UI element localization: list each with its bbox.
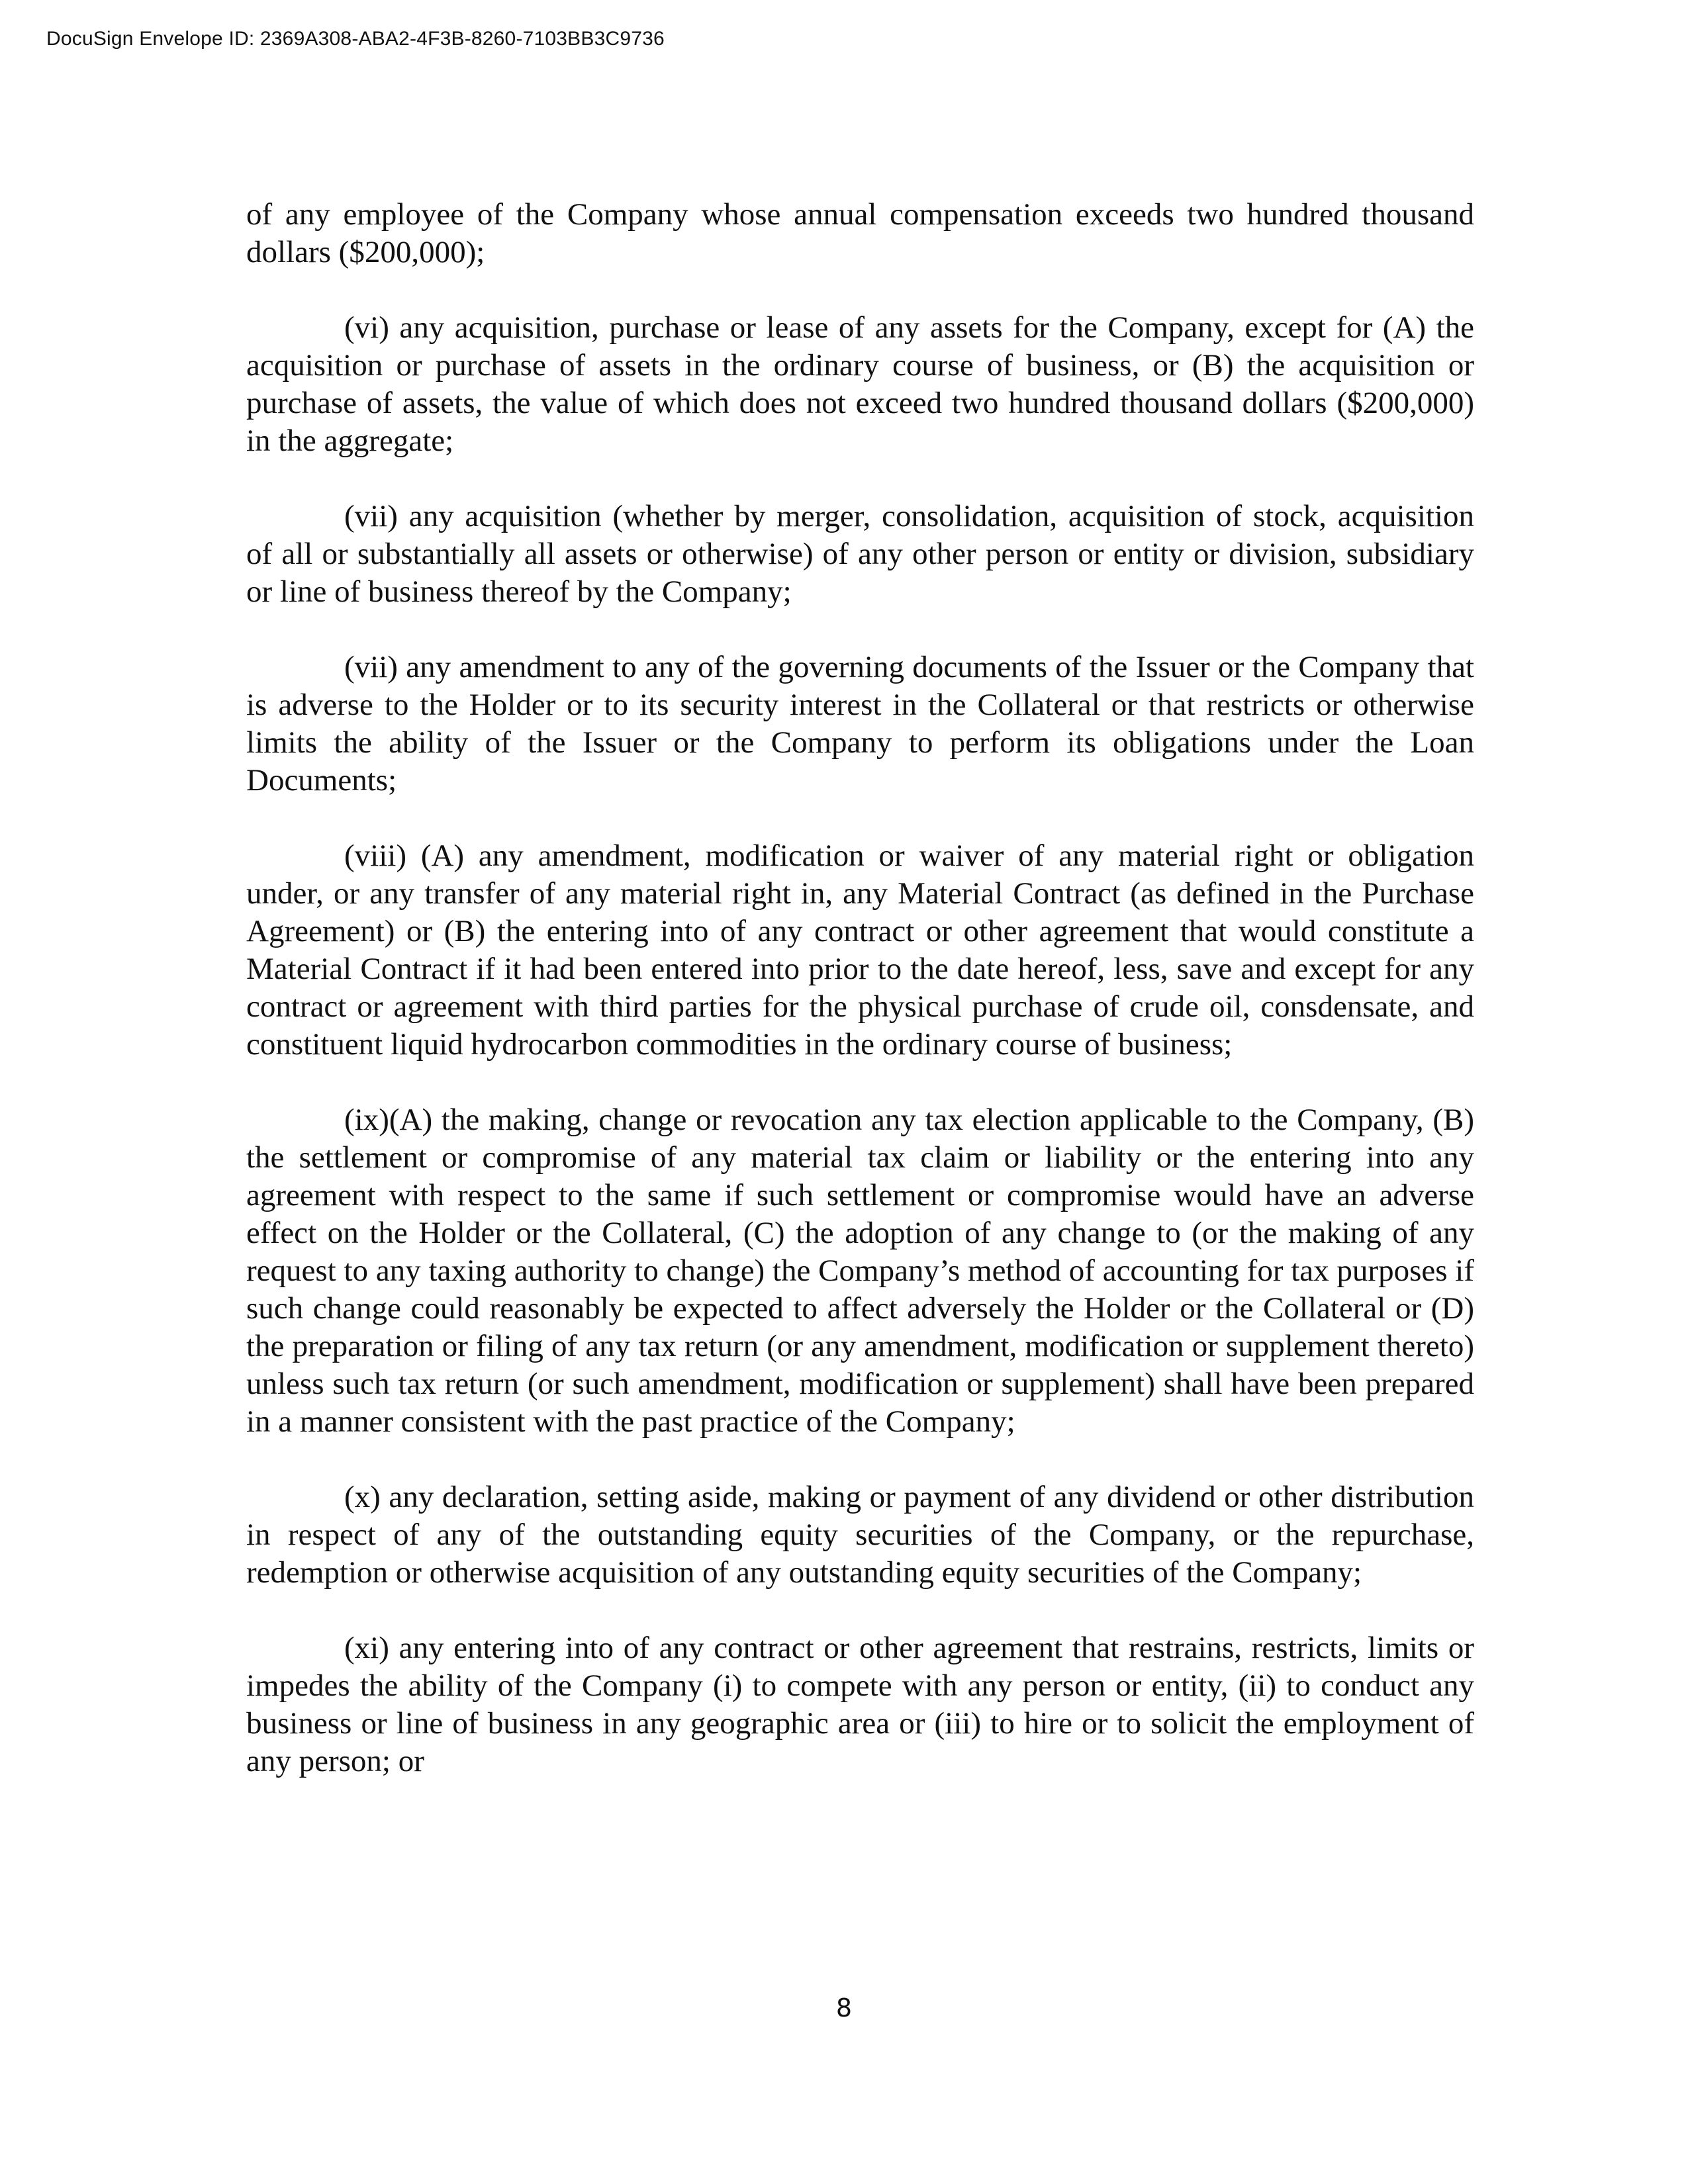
docusign-envelope-id: DocuSign Envelope ID: 2369A308-ABA2-4F3B-8260-7103BB3C9736 — [46, 28, 665, 50]
page-number: 8 — [835, 1993, 853, 2023]
paragraph-clause-xi: (xi) any entering into of any contract or other agreement that restrains, restricts, limits or impedes the ability of the Company (i) to compete with any person or entity, (ii) to conduct any business or line of business in any geographic area or (iii) to hire or to solicit the employment of any person; or — [246, 1631, 1474, 1778]
paragraph-clause-vii-amendment: (vii) any amendment to any of the governing documents of the Issuer or the Company that is adverse to the Holder or to its security interest in the Collateral or that restricts or otherwise limits the ability of the Issuer or the Company to perform its obligations under the Loan Documents; — [246, 650, 1474, 797]
paragraph-clause-ix: (ix)(A) the making, change or revocation any tax election applicable to the Company, (B) the settlement or compromise of any material tax claim or liability or the entering into any agreement with respect to the same if such settlement or compromise would have an adverse effect on the Holder or the Collateral, (C) the adoption of any change to (or the making of any request to any taxing authority to change) the Company’s method of accounting for tax purposes if such change could reasonably be expected to affect adversely the Holder or the Collateral or (D) the preparation or filing of any tax return (or any amendment, modification or supplement thereto) unless such tax return (or such amendment, modification or supplement) shall have been prepared in a manner consistent with the past practice of the Company; — [246, 1103, 1474, 1439]
paragraph-clause-vii-acquisition: (vii) any acquisition (whether by merger, consolidation, acquisition of stock, acquisition of all or substantially all assets or otherwise) of any other person or entity or division, subsidiary or line of business thereof by the Company; — [246, 499, 1474, 609]
paragraph-clause-vi: (vi) any acquisition, purchase or lease of any assets for the Company, except for (A) the acquisition or purchase of assets in the ordinary course of business, or (B) the acquisition or purchase of assets, the value of which does not exceed two hundred thousand dollars ($200,000) in the aggregate; — [246, 310, 1474, 458]
paragraph-clause-viii: (viii) (A) any amendment, modification or waiver of any material right or obligation under, or any transfer of any material right in, any Material Contract (as defined in the Purchase Agreement) or (B) the entering into of any contract or other agreement that would constitute a Material Contract if it had been entered into prior to the date hereof, less, save and except for any contract or agreement with third parties for the physical purchase of crude oil, consdensate, and constituent liquid hydrocarbon commodities in the ordinary course of business; — [246, 839, 1474, 1062]
paragraph-continuation: of any employee of the Company whose annual compensation exceeds two hundred thousand dollars ($200,000); — [246, 197, 1474, 269]
paragraph-clause-x: (x) any declaration, setting aside, making or payment of any dividend or other distribution in respect of any of the outstanding equity securities of the Company, or the repurchase, redemption or otherwise acquisition of any outstanding equity securities of the Company; — [246, 1480, 1474, 1590]
document-body — [246, 196, 1474, 1818]
